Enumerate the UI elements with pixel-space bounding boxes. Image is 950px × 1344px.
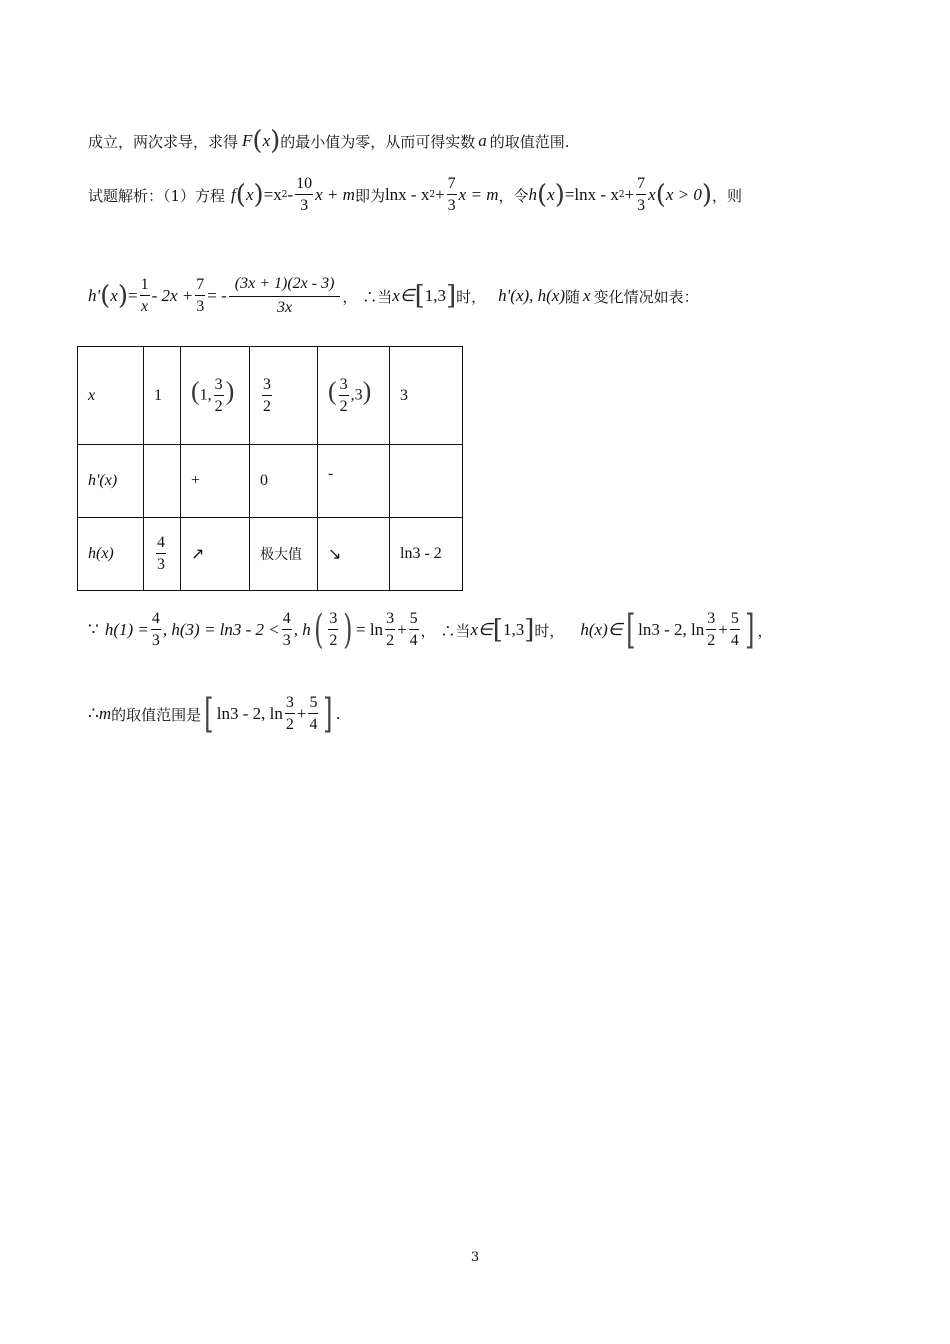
bracket: ]	[524, 615, 535, 645]
text: 时，	[456, 287, 487, 306]
bracket: ]	[445, 281, 457, 311]
paren: )	[554, 180, 565, 210]
math-x: x	[583, 286, 591, 305]
math: =	[128, 286, 138, 305]
math: , h	[293, 620, 311, 639]
table-cell: h'(x)	[78, 445, 144, 518]
table-cell: 极大值	[250, 518, 318, 591]
fraction: $\frac{7}{3}$	[637, 175, 646, 214]
fraction: $\frac{7}{3}$	[196, 276, 205, 315]
text: 的取值范围.	[489, 132, 570, 151]
table-cell	[144, 445, 181, 518]
table-cell: 0	[250, 445, 318, 518]
math-x: x	[547, 185, 555, 204]
table-cell: $\frac{4}{3}$	[144, 518, 181, 591]
fraction: $\frac{1}{x}$	[140, 276, 149, 315]
text: 变化情况如表：	[593, 287, 699, 306]
math: ∴	[88, 704, 99, 723]
table-cell: h(x)	[78, 518, 144, 591]
math-x: x	[648, 185, 656, 204]
fraction: $\frac{5}{4}$	[309, 694, 318, 733]
math: x∈	[470, 620, 493, 639]
fraction: $\frac{(3x + 1)(2x - 3)}{3x}$	[229, 276, 341, 316]
paren: (	[100, 281, 111, 311]
text: 成立，两次求导，求得	[88, 132, 239, 151]
table-cell: ( $\frac{3}{2}$ ,3)	[318, 347, 390, 445]
fraction: $\frac{3}{2}$	[707, 610, 716, 649]
text: 随	[565, 287, 581, 306]
math: lnx - x	[384, 185, 430, 204]
text-line-5	[88, 691, 341, 737]
table-cell	[390, 445, 463, 518]
paren: )	[117, 281, 128, 311]
table-row	[78, 518, 463, 591]
math: ln3 - 2, ln	[216, 704, 283, 723]
paren: (	[313, 607, 324, 653]
bracket: [	[204, 691, 214, 737]
table-row	[78, 445, 463, 518]
table-cell: ln3 - 2	[390, 518, 463, 591]
text-line-2	[88, 176, 742, 214]
math-f: f	[231, 185, 236, 204]
math: , h(3) = ln3 - 2 <	[162, 620, 280, 639]
math: h'(x), h(x)	[498, 286, 566, 305]
text: ， ∴当	[420, 621, 471, 640]
variation-table	[77, 346, 463, 591]
table-cell: ↗	[181, 518, 250, 591]
fraction: $\frac{3}{2}$	[285, 694, 294, 733]
sup: 2	[429, 190, 436, 200]
math: +	[624, 185, 635, 204]
math-x: x	[262, 131, 271, 150]
math-a: a	[478, 131, 487, 150]
math: =x	[263, 185, 282, 204]
table-cell: 3	[390, 347, 463, 445]
math: h(x)∈	[580, 620, 623, 639]
math: x > 0	[665, 185, 702, 204]
text-line-3	[88, 276, 699, 316]
text: 的最小值为零，从而可得实数	[280, 132, 476, 151]
math-h: h	[528, 185, 537, 204]
fraction: $\frac{3}{2}$	[329, 610, 338, 649]
text: ，则	[712, 186, 743, 205]
fraction: $\frac{5}{4}$	[409, 610, 418, 649]
math: +	[718, 620, 728, 639]
math-x: x	[245, 185, 254, 204]
math: - 2x +	[151, 286, 194, 305]
fraction: $\frac{10}{3}$	[296, 175, 313, 214]
fraction: $\frac{4}{3}$	[151, 610, 160, 649]
paren: (	[655, 180, 666, 210]
math: .	[336, 704, 341, 723]
bracket: [	[492, 615, 503, 645]
math: = ln	[356, 620, 384, 639]
sup: 2	[281, 190, 288, 200]
text: 即为	[354, 186, 385, 205]
math: h(1) =	[104, 620, 149, 639]
text: 试题解析：（1）方程	[88, 186, 226, 205]
math: 1,3	[424, 286, 446, 305]
text: ， ∴当	[342, 287, 393, 306]
bracket: ]	[744, 607, 755, 653]
paren: )	[270, 126, 281, 156]
sup: 2	[618, 190, 625, 200]
math: +	[435, 185, 445, 204]
bracket: ]	[323, 691, 333, 737]
bracket: [	[625, 607, 636, 653]
table-cell: ↘	[318, 518, 390, 591]
paren: )	[253, 180, 264, 210]
math-x: x	[110, 286, 118, 305]
math: +	[296, 704, 307, 723]
fraction: $\frac{3}{2}$	[386, 610, 395, 649]
paren: (	[235, 180, 246, 210]
text: ，令	[498, 186, 529, 205]
math-m: m	[98, 704, 112, 723]
math: = -	[207, 286, 227, 305]
math: x = m	[458, 185, 499, 204]
text: 的取值范围是	[111, 705, 202, 724]
fraction: $\frac{5}{4}$	[730, 610, 739, 649]
math: x + m	[315, 185, 355, 204]
text-line-4	[88, 607, 773, 653]
math: ∵	[88, 620, 99, 639]
paren: )	[701, 180, 713, 210]
math-F: F	[242, 131, 253, 150]
table-row	[78, 347, 463, 445]
table-cell: 1	[144, 347, 181, 445]
bracket: [	[414, 281, 425, 311]
math-h-prime: h'	[88, 286, 101, 305]
text: ，	[757, 621, 773, 640]
math: +	[397, 620, 407, 639]
paren: (	[252, 126, 263, 156]
math: x∈	[392, 286, 415, 305]
table-cell: $\frac{3}{2}$	[250, 347, 318, 445]
fraction: $\frac{4}{3}$	[282, 610, 291, 649]
text: 时，	[534, 621, 565, 640]
page-number: 3	[470, 1250, 480, 1265]
math: =lnx - x	[564, 185, 619, 204]
math: -	[287, 185, 294, 204]
table-cell: (1, $\frac{3}{2}$ )	[181, 347, 250, 445]
math: 1,3	[502, 620, 525, 639]
table-cell: +	[181, 445, 250, 518]
math: ln3 - 2, ln	[638, 620, 705, 639]
table-cell: -	[318, 445, 390, 518]
fraction: $\frac{7}{3}$	[447, 175, 456, 214]
paren: )	[343, 607, 353, 653]
table-cell: x	[78, 347, 144, 445]
text-line-1	[88, 128, 570, 154]
paren: (	[536, 180, 548, 210]
